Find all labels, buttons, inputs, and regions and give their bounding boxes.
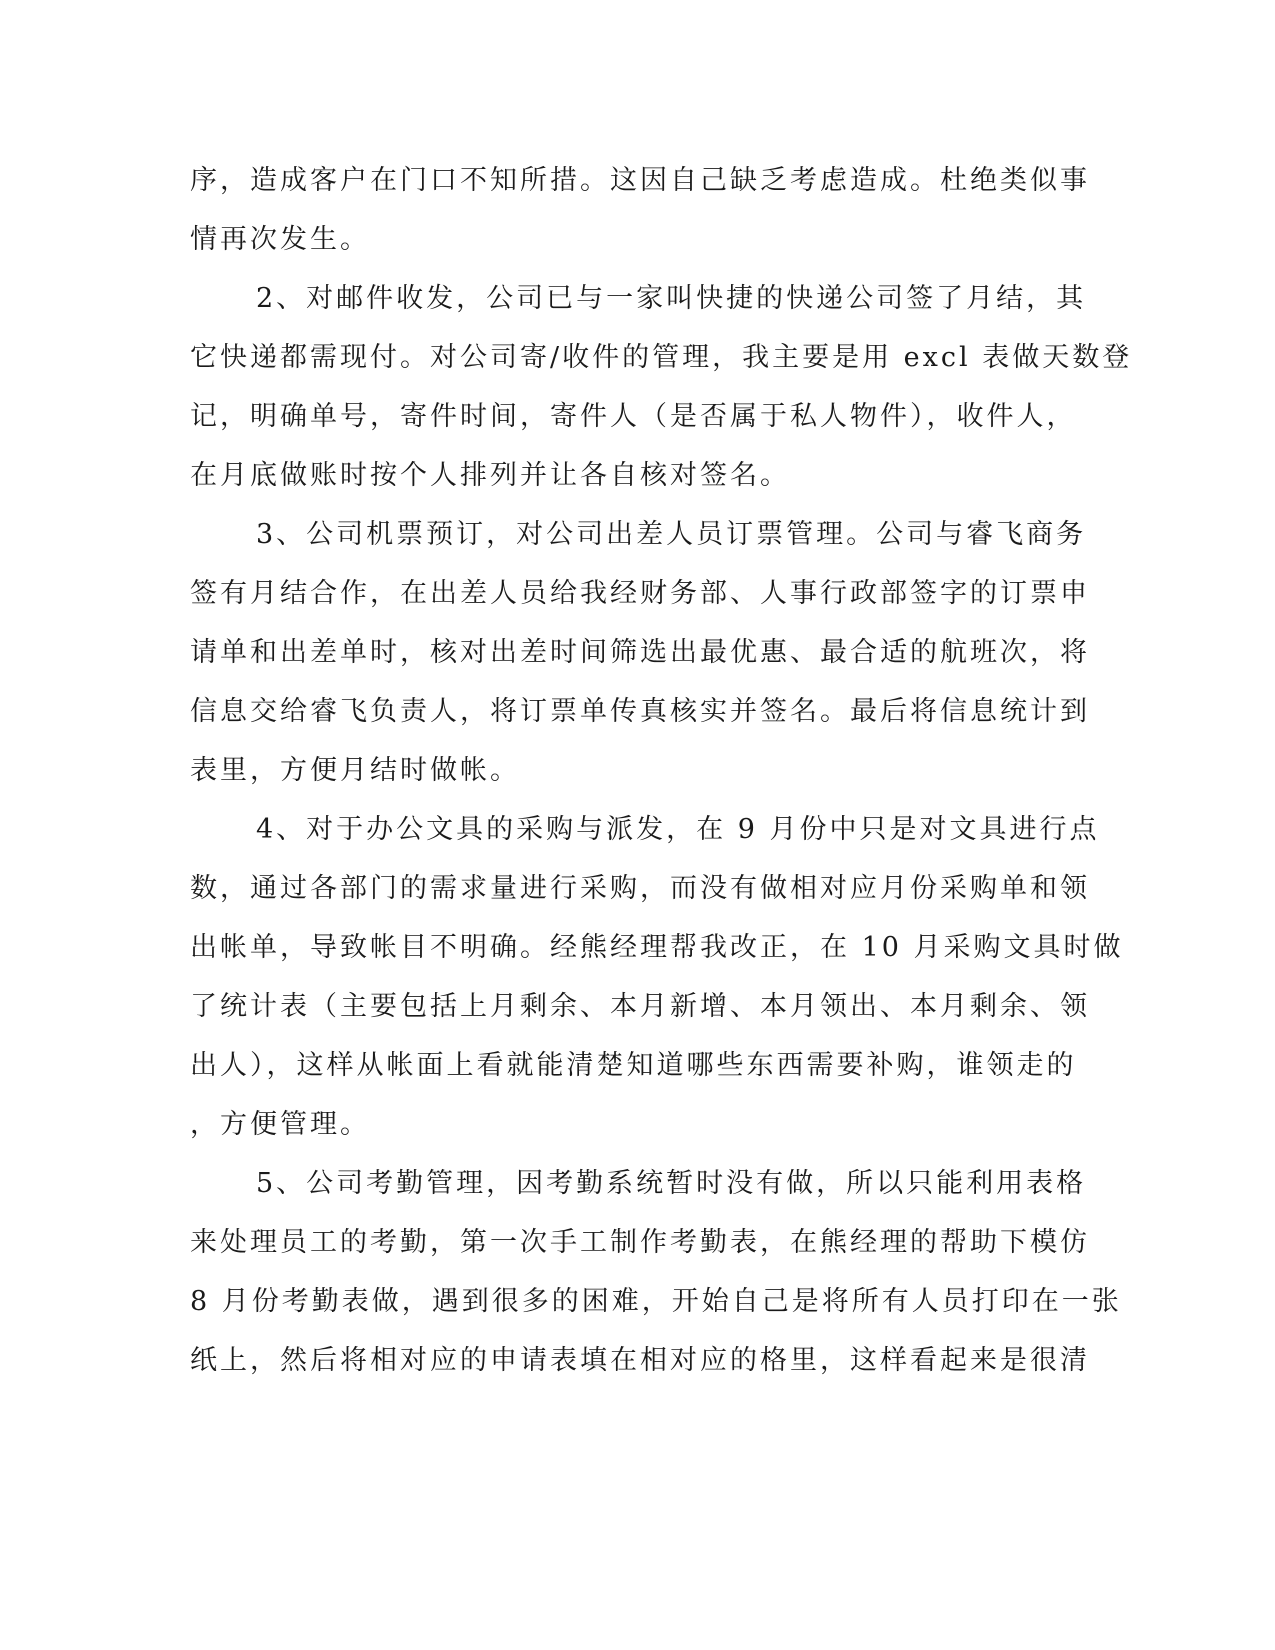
text-line: 来处理员工的考勤，第一次手工制作考勤表，在熊经理的帮助下模仿	[190, 1227, 1090, 1258]
text-line: 它快递都需现付。对公司寄/收件的管理，我主要是用 excl 表做天数登	[190, 342, 1133, 373]
paragraph-2-start: 2、对邮件收发，公司已与一家叫快捷的快递公司签了月结，其	[256, 283, 1087, 314]
text-line: 序，造成客户在门口不知所措。这因自己缺乏考虑造成。杜绝类似事	[190, 165, 1090, 196]
text-line: 出帐单，导致帐目不明确。经熊经理帮我改正，在 10 月采购文具时做	[190, 932, 1124, 963]
paragraph-4-start: 4、对于办公文具的采购与派发，在 9 月份中只是对文具进行点	[256, 814, 1100, 845]
text-line: 签有月结合作，在出差人员给我经财务部、人事行政部签字的订票申	[190, 578, 1090, 609]
text-line: 纸上，然后将相对应的申请表填在相对应的格里，这样看起来是很清	[190, 1345, 1090, 1376]
text-line: 在月底做账时按个人排列并让各自核对签名。	[190, 460, 790, 491]
paragraph-5-start: 5、公司考勤管理，因考勤系统暂时没有做，所以只能利用表格	[256, 1168, 1087, 1199]
text-line: 记，明确单号，寄件时间，寄件人（是否属于私人物件），收件人，	[190, 401, 1077, 432]
text-line: ，方便管理。	[190, 1109, 370, 1140]
text-line: 8 月份考勤表做，遇到很多的困难，开始自己是将所有人员打印在一张	[190, 1286, 1122, 1317]
text-line: 出人），这样从帐面上看就能清楚知道哪些东西需要补购，谁领走的	[190, 1050, 1077, 1081]
text-line: 信息交给睿飞负责人，将订票单传真核实并签名。最后将信息统计到	[190, 696, 1090, 727]
text-line: 数，通过各部门的需求量进行采购，而没有做相对应月份采购单和领	[190, 873, 1090, 904]
text-line: 表里，方便月结时做帐。	[190, 755, 520, 786]
text-line: 请单和出差单时，核对出差时间筛选出最优惠、最合适的航班次，将	[190, 637, 1090, 668]
text-line: 了统计表（主要包括上月剩余、本月新增、本月领出、本月剩余、领	[190, 991, 1090, 1022]
paragraph-3-start: 3、公司机票预订，对公司出差人员订票管理。公司与睿飞商务	[256, 519, 1087, 550]
text-line: 情再次发生。	[190, 224, 370, 255]
